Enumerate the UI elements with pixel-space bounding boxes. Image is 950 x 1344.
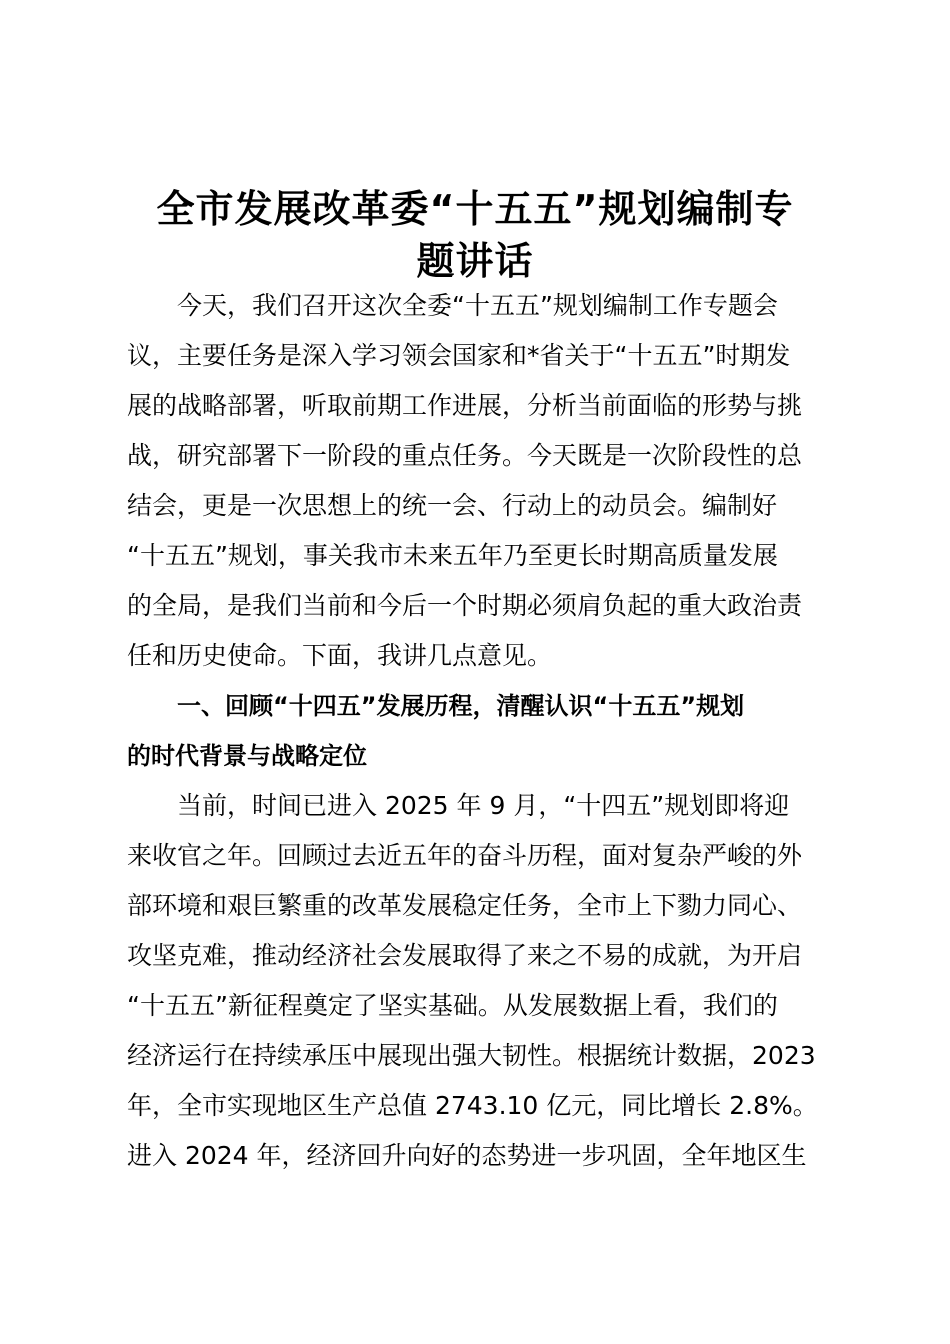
paragraph-line: 议，主要任务是深入学习领会国家和*省关于“十五五”时期发 — [127, 341, 791, 370]
heading-line: 一、回顾“十四五”发展历程，清醒认识“十五五”规划 — [177, 692, 745, 720]
paragraph-line: “十五五”规划，事关我市未来五年乃至更长时期高质量发展 — [127, 541, 778, 570]
paragraph-line: 战，研究部署下一阶段的重点任务。今天既是一次阶段性的总 — [127, 441, 803, 470]
paragraph-line: 结会，更是一次思想上的统一会、行动上的动员会。编制好 — [127, 491, 778, 520]
paragraph-line: 来收官之年。回顾过去近五年的奋斗历程，面对复杂严峻的外 — [127, 841, 803, 870]
paragraph-line: “十五五”新征程奠定了坚实基础。从发展数据上看，我们的 — [127, 991, 778, 1020]
paragraph-line: 的全局，是我们当前和今后一个时期必须肩负起的重大政治责 — [127, 591, 803, 620]
paragraph-line: 攻坚克难，推动经济社会发展取得了来之不易的成就，为开启 — [127, 941, 803, 970]
paragraph-line: 进入 2024 年，经济回升向好的态势进一步巩固，全年地区生 — [127, 1141, 807, 1170]
paragraph-line: 当前，时间已进入 2025 年 9 月，“十四五”规划即将迎 — [177, 791, 790, 820]
paragraph-review — [127, 781, 833, 1181]
paragraph-line: 年，全市实现地区生产总值 2743.10 亿元，同比增长 2.8%。 — [127, 1091, 818, 1120]
heading-line: 的时代背景与战略定位 — [127, 742, 367, 770]
title-line: 题讲话 — [416, 239, 534, 283]
paragraph-line: 经济运行在持续承压中展现出强大韧性。根据统计数据，2023 — [127, 1041, 816, 1070]
document-body — [127, 281, 833, 1181]
section-heading-1 — [127, 681, 833, 781]
paragraph-line: 今天，我们召开这次全委“十五五”规划编制工作专题会 — [177, 291, 778, 320]
paragraph-line: 部环境和艰巨繁重的改革发展稳定任务，全市上下勠力同心、 — [127, 891, 803, 920]
paragraph-line: 任和历史使命。下面，我讲几点意见。 — [127, 641, 553, 670]
paragraph-line: 展的战略部署，听取前期工作进展，分析当前面临的形势与挑 — [127, 391, 803, 420]
paragraph-intro — [127, 281, 833, 681]
title-line: 全市发展改革委“十五五”规划编制专 — [156, 187, 794, 231]
document-title — [120, 183, 830, 287]
